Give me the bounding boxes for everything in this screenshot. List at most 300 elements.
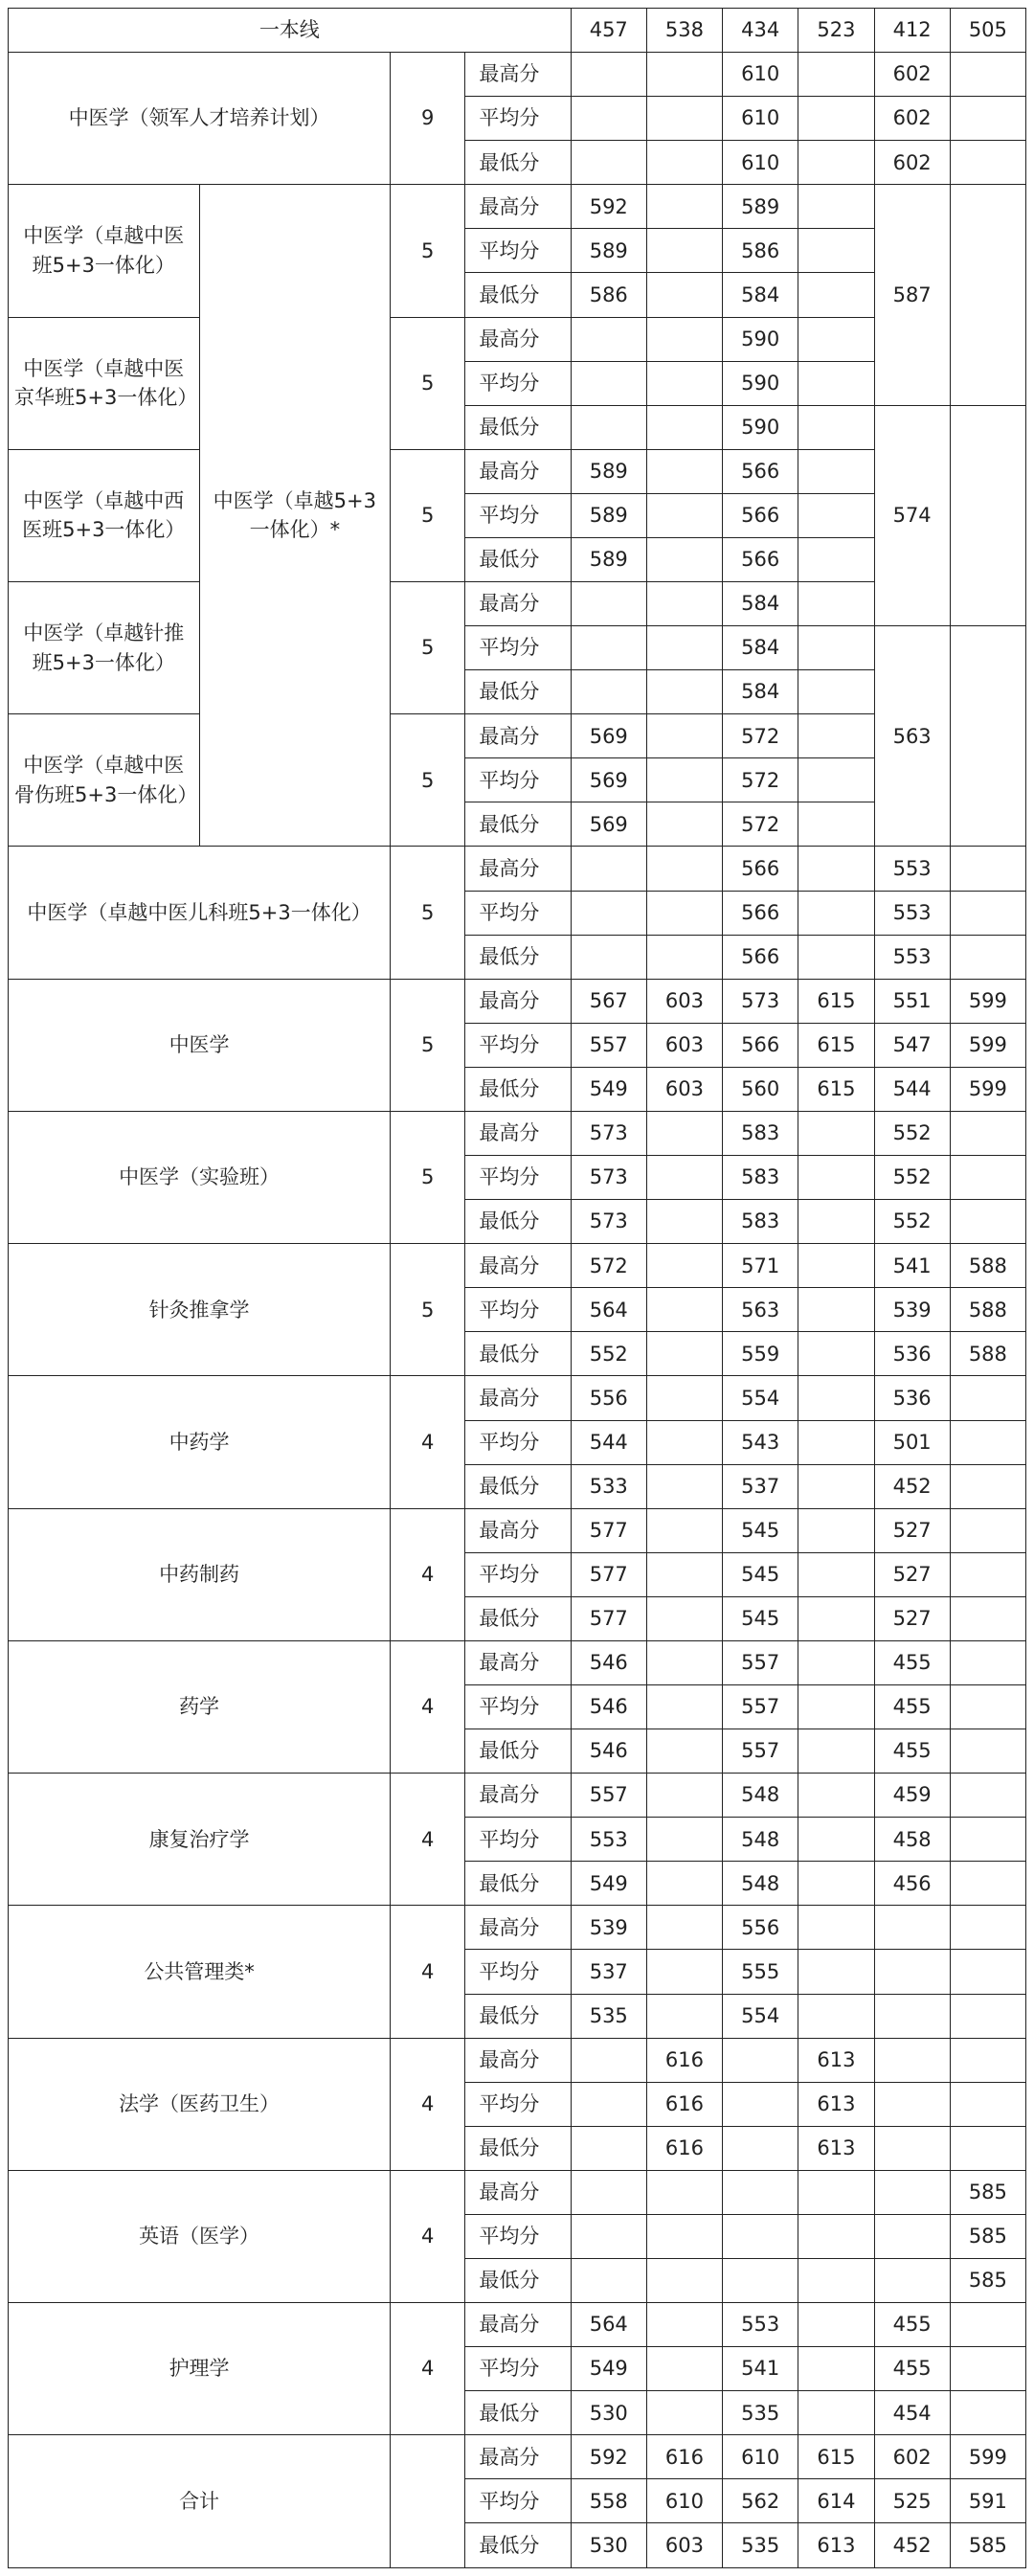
score-cell xyxy=(798,1111,874,1155)
score-cell: 566 xyxy=(723,935,798,979)
score-cell: 589 xyxy=(571,449,646,493)
score-cell xyxy=(571,626,646,670)
score-cell xyxy=(798,1818,874,1862)
score-cell xyxy=(950,53,1025,97)
score-cell xyxy=(798,2170,874,2214)
score-cell: 552 xyxy=(874,1200,950,1244)
score-cell xyxy=(646,361,722,405)
table-row xyxy=(9,1640,1026,1684)
score-cell: 558 xyxy=(571,2479,646,2523)
duration-years: 4 xyxy=(391,1774,465,1906)
major-name: 英语（医学） xyxy=(9,2170,391,2302)
duration-years: 5 xyxy=(391,185,465,317)
score-cell: 610 xyxy=(723,53,798,97)
score-cell xyxy=(798,493,874,537)
score-cell-merged: 574 xyxy=(874,405,950,625)
score-cell xyxy=(646,1774,722,1818)
score-cell xyxy=(798,891,874,935)
score-cell: 584 xyxy=(723,273,798,317)
duration-years: 5 xyxy=(391,317,465,449)
score-cell: 584 xyxy=(723,670,798,714)
score-cell: 610 xyxy=(646,2479,722,2523)
score-cell: 553 xyxy=(723,2303,798,2347)
score-cell xyxy=(950,1862,1025,1906)
score-cell: 610 xyxy=(723,141,798,185)
score-cell: 537 xyxy=(723,1464,798,1508)
score-cell: 455 xyxy=(874,2303,950,2347)
score-cell xyxy=(950,1684,1025,1729)
score-cell xyxy=(874,1950,950,1994)
stat-label: 最低分 xyxy=(465,1862,571,1906)
stat-label: 最高分 xyxy=(465,1111,571,1155)
score-cell xyxy=(646,1508,722,1552)
score-cell: 586 xyxy=(723,229,798,273)
score-cell: 545 xyxy=(723,1508,798,1552)
score-cell: 557 xyxy=(571,1774,646,1818)
score-cell: 569 xyxy=(571,758,646,802)
major-name: 中医学（实验班） xyxy=(9,1111,391,1243)
stat-label: 最低分 xyxy=(465,935,571,979)
stat-label: 最高分 xyxy=(465,2303,571,2347)
stat-label: 最高分 xyxy=(465,449,571,493)
table-row xyxy=(9,1111,1026,1155)
sub-major-name: 中医学（卓越中医班5+3一体化） xyxy=(9,185,200,317)
score-cell xyxy=(798,2214,874,2258)
score-cell: 455 xyxy=(874,1640,950,1684)
score-cell xyxy=(950,2303,1025,2347)
score-cell xyxy=(798,1906,874,1950)
score-cell xyxy=(798,1288,874,1332)
score-cell xyxy=(646,537,722,581)
score-cell: 603 xyxy=(646,1067,722,1111)
score-cell: 615 xyxy=(798,1023,874,1067)
score-cell: 527 xyxy=(874,1552,950,1596)
score-cell xyxy=(798,1862,874,1906)
score-cell: 588 xyxy=(950,1332,1025,1376)
score-cell xyxy=(646,1244,722,1288)
score-cell: 545 xyxy=(723,1552,798,1596)
score-cell: 543 xyxy=(723,1420,798,1464)
score-cell: 548 xyxy=(723,1774,798,1818)
score-cell xyxy=(798,1684,874,1729)
sub-major-name: 中医学（卓越中医京华班5+3一体化） xyxy=(9,317,200,449)
score-cell: 566 xyxy=(723,1023,798,1067)
score-cell: 602 xyxy=(874,53,950,97)
table-row xyxy=(9,1508,1026,1552)
stat-label: 最低分 xyxy=(465,537,571,581)
header-value: 434 xyxy=(723,9,798,53)
score-cell xyxy=(646,273,722,317)
score-cell xyxy=(571,97,646,141)
stat-label: 最低分 xyxy=(465,405,571,449)
score-cell: 546 xyxy=(571,1640,646,1684)
duration-years: 5 xyxy=(391,847,465,979)
score-cell: 589 xyxy=(571,229,646,273)
score-cell xyxy=(646,1906,722,1950)
score-cell: 454 xyxy=(874,2391,950,2435)
score-cell xyxy=(874,2170,950,2214)
score-cell: 546 xyxy=(571,1729,646,1774)
duration-years: 5 xyxy=(391,979,465,1111)
table-row xyxy=(9,2170,1026,2214)
score-cell: 459 xyxy=(874,1774,950,1818)
score-cell xyxy=(646,2170,722,2214)
score-cell: 559 xyxy=(723,1332,798,1376)
score-cell: 614 xyxy=(798,2479,874,2523)
score-cell xyxy=(798,229,874,273)
score-cell: 613 xyxy=(798,2038,874,2082)
score-cell xyxy=(646,758,722,802)
score-cell: 592 xyxy=(571,2435,646,2479)
score-cell: 554 xyxy=(723,1994,798,2038)
score-cell xyxy=(646,1729,722,1774)
score-cell: 613 xyxy=(798,2082,874,2126)
table-row xyxy=(9,1774,1026,1818)
score-cell: 455 xyxy=(874,1729,950,1774)
stat-label: 最高分 xyxy=(465,2435,571,2479)
score-cell: 539 xyxy=(571,1906,646,1950)
major-name: 中药学 xyxy=(9,1376,391,1508)
table-row xyxy=(9,2435,1026,2479)
score-cell: 615 xyxy=(798,1067,874,1111)
score-cell: 567 xyxy=(571,979,646,1023)
score-cell xyxy=(798,1552,874,1596)
score-cell: 566 xyxy=(723,537,798,581)
score-cell xyxy=(723,2214,798,2258)
score-cell xyxy=(874,2126,950,2170)
header-value: 457 xyxy=(571,9,646,53)
score-cell: 452 xyxy=(874,1464,950,1508)
score-cell xyxy=(646,405,722,449)
score-cell: 603 xyxy=(646,979,722,1023)
score-cell xyxy=(646,802,722,847)
stat-label: 最低分 xyxy=(465,670,571,714)
score-cell xyxy=(950,2038,1025,2082)
score-cell xyxy=(646,1420,722,1464)
stat-label: 平均分 xyxy=(465,97,571,141)
major-name: 中医学（卓越中医儿科班5+3一体化） xyxy=(9,847,391,979)
score-cell xyxy=(646,891,722,935)
score-cell xyxy=(646,1862,722,1906)
major-name: 护理学 xyxy=(9,2303,391,2435)
score-cell xyxy=(950,1994,1025,2038)
score-cell: 589 xyxy=(723,185,798,229)
major-name: 法学（医药卫生） xyxy=(9,2038,391,2170)
score-cell xyxy=(950,141,1025,185)
score-cell: 577 xyxy=(571,1596,646,1640)
score-cell: 533 xyxy=(571,1464,646,1508)
score-cell xyxy=(646,670,722,714)
score-cell: 590 xyxy=(723,317,798,361)
score-cell: 571 xyxy=(723,1244,798,1288)
score-cell xyxy=(798,2347,874,2391)
duration-years xyxy=(391,2435,465,2568)
stat-label: 平均分 xyxy=(465,1684,571,1729)
stat-label: 最低分 xyxy=(465,1729,571,1774)
stat-label: 最高分 xyxy=(465,185,571,229)
duration-years: 5 xyxy=(391,449,465,581)
score-cell: 501 xyxy=(874,1420,950,1464)
table-row xyxy=(9,1376,1026,1420)
score-cell xyxy=(798,53,874,97)
score-cell xyxy=(798,758,874,802)
score-cell: 569 xyxy=(571,802,646,847)
score-cell: 573 xyxy=(571,1111,646,1155)
score-cell: 535 xyxy=(723,2391,798,2435)
score-cell xyxy=(571,361,646,405)
score-cell: 613 xyxy=(798,2523,874,2568)
score-cell: 560 xyxy=(723,1067,798,1111)
stat-label: 最低分 xyxy=(465,2391,571,2435)
major-name: 中药制药 xyxy=(9,1508,391,1640)
score-cell: 548 xyxy=(723,1862,798,1906)
score-cell xyxy=(646,2391,722,2435)
score-cell xyxy=(646,1818,722,1862)
score-cell xyxy=(646,626,722,670)
score-cell: 566 xyxy=(723,449,798,493)
score-cell xyxy=(571,53,646,97)
score-cell xyxy=(950,891,1025,935)
score-cell xyxy=(798,935,874,979)
score-cell xyxy=(798,1376,874,1420)
table-row xyxy=(9,53,1026,97)
score-cell: 590 xyxy=(723,361,798,405)
stat-label: 最高分 xyxy=(465,317,571,361)
score-cell: 569 xyxy=(571,714,646,758)
score-cell xyxy=(798,361,874,405)
score-cell: 584 xyxy=(723,582,798,626)
score-cell: 536 xyxy=(874,1332,950,1376)
score-cell: 613 xyxy=(798,2126,874,2170)
score-cell xyxy=(646,2347,722,2391)
table-row xyxy=(9,1906,1026,1950)
score-cell xyxy=(798,1640,874,1684)
stat-label: 平均分 xyxy=(465,891,571,935)
duration-years: 5 xyxy=(391,582,465,714)
score-cell xyxy=(723,2038,798,2082)
header-value: 412 xyxy=(874,9,950,53)
score-cell: 554 xyxy=(723,1376,798,1420)
major-name: 针灸推拿学 xyxy=(9,1244,391,1376)
score-cell: 603 xyxy=(646,1023,722,1067)
score-cell xyxy=(646,1950,722,1994)
score-cell xyxy=(950,1508,1025,1552)
score-cell: 527 xyxy=(874,1508,950,1552)
stat-label: 最低分 xyxy=(465,141,571,185)
score-cell xyxy=(571,891,646,935)
stat-label: 平均分 xyxy=(465,1420,571,1464)
score-cell xyxy=(950,1156,1025,1200)
stat-label: 最低分 xyxy=(465,273,571,317)
table-row xyxy=(9,2038,1026,2082)
score-cell: 585 xyxy=(950,2258,1025,2302)
score-cell: 589 xyxy=(571,537,646,581)
duration-years: 4 xyxy=(391,1508,465,1640)
score-cell xyxy=(798,1950,874,1994)
stat-label: 最低分 xyxy=(465,1067,571,1111)
score-cell: 553 xyxy=(874,891,950,935)
score-cell: 602 xyxy=(874,97,950,141)
score-cell: 530 xyxy=(571,2523,646,2568)
score-cell xyxy=(723,2126,798,2170)
score-cell xyxy=(798,626,874,670)
stat-label: 最高分 xyxy=(465,53,571,97)
score-cell: 615 xyxy=(798,2435,874,2479)
header-row xyxy=(9,9,1026,53)
score-cell xyxy=(798,1729,874,1774)
score-cell: 549 xyxy=(571,1067,646,1111)
score-cell: 527 xyxy=(874,1596,950,1640)
score-cell: 553 xyxy=(874,847,950,891)
stat-label: 平均分 xyxy=(465,626,571,670)
score-cell: 548 xyxy=(723,1818,798,1862)
major-name: 康复治疗学 xyxy=(9,1774,391,1906)
stat-label: 平均分 xyxy=(465,1818,571,1862)
score-cell: 541 xyxy=(723,2347,798,2391)
score-cell: 566 xyxy=(723,891,798,935)
score-cell xyxy=(950,1950,1025,1994)
score-cell xyxy=(798,2258,874,2302)
duration-years: 4 xyxy=(391,1640,465,1773)
score-cell xyxy=(798,802,874,847)
duration-years: 4 xyxy=(391,1906,465,2038)
duration-years: 5 xyxy=(391,714,465,847)
score-cell: 583 xyxy=(723,1156,798,1200)
score-cell xyxy=(798,449,874,493)
score-cell: 455 xyxy=(874,1684,950,1729)
score-cell: 455 xyxy=(874,2347,950,2391)
stat-label: 最低分 xyxy=(465,802,571,847)
duration-years: 5 xyxy=(391,1244,465,1376)
score-cell xyxy=(798,1994,874,2038)
stat-label: 平均分 xyxy=(465,1552,571,1596)
score-cell xyxy=(646,1376,722,1420)
score-cell xyxy=(950,2126,1025,2170)
stat-label: 平均分 xyxy=(465,1288,571,1332)
stat-label: 平均分 xyxy=(465,1950,571,1994)
score-cell-merged: 563 xyxy=(874,626,950,847)
score-cell xyxy=(646,1200,722,1244)
table-row xyxy=(9,979,1026,1023)
score-cell: 583 xyxy=(723,1200,798,1244)
score-cell xyxy=(571,317,646,361)
score-cell xyxy=(646,97,722,141)
score-cell: 539 xyxy=(874,1288,950,1332)
score-cell: 562 xyxy=(723,2479,798,2523)
major-name: 合计 xyxy=(9,2435,391,2568)
score-cell xyxy=(646,1332,722,1376)
stat-label: 最低分 xyxy=(465,2126,571,2170)
header-label: 一本线 xyxy=(9,9,572,53)
score-cell: 610 xyxy=(723,2435,798,2479)
score-cell xyxy=(798,97,874,141)
score-cell xyxy=(798,1508,874,1552)
table-row xyxy=(9,714,1026,758)
score-cell xyxy=(798,1464,874,1508)
score-cell xyxy=(950,2082,1025,2126)
stat-label: 平均分 xyxy=(465,2214,571,2258)
header-value: 538 xyxy=(646,9,722,53)
score-cell: 555 xyxy=(723,1950,798,1994)
stat-label: 最高分 xyxy=(465,1244,571,1288)
score-cell xyxy=(874,2214,950,2258)
score-cell: 563 xyxy=(723,1288,798,1332)
score-cell: 573 xyxy=(723,979,798,1023)
score-cell xyxy=(798,2391,874,2435)
score-cell xyxy=(874,1994,950,2038)
score-cell: 592 xyxy=(571,185,646,229)
score-cell xyxy=(646,2303,722,2347)
stat-label: 最低分 xyxy=(465,1596,571,1640)
score-cell xyxy=(950,1818,1025,1862)
score-cell: 602 xyxy=(874,2435,950,2479)
score-cell: 552 xyxy=(874,1156,950,1200)
score-cell xyxy=(646,317,722,361)
score-cell: 589 xyxy=(571,493,646,537)
score-cell: 557 xyxy=(571,1023,646,1067)
score-cell: 588 xyxy=(950,1288,1025,1332)
score-cell xyxy=(646,185,722,229)
score-cell xyxy=(798,141,874,185)
score-cell: 525 xyxy=(874,2479,950,2523)
sub-major-name: 中医学（卓越针推班5+3一体化） xyxy=(9,582,200,714)
score-cell xyxy=(798,2303,874,2347)
score-cell: 577 xyxy=(571,1508,646,1552)
score-cell: 544 xyxy=(571,1420,646,1464)
score-cell xyxy=(950,1596,1025,1640)
table-row xyxy=(9,317,1026,361)
score-cell xyxy=(723,2258,798,2302)
score-cell xyxy=(723,2082,798,2126)
score-cell xyxy=(571,2126,646,2170)
score-cell: 591 xyxy=(950,2479,1025,2523)
score-cell: 566 xyxy=(723,493,798,537)
score-cell-merged: 587 xyxy=(874,185,950,405)
table-row xyxy=(9,582,1026,626)
score-cell: 530 xyxy=(571,2391,646,2435)
score-cell: 599 xyxy=(950,979,1025,1023)
score-cell xyxy=(950,1200,1025,1244)
score-cell: 572 xyxy=(723,714,798,758)
stat-label: 最高分 xyxy=(465,714,571,758)
score-cell: 616 xyxy=(646,2082,722,2126)
score-cell xyxy=(798,273,874,317)
sub-major-name: 中医学（卓越中西医班5+3一体化） xyxy=(9,449,200,581)
score-cell: 545 xyxy=(723,1596,798,1640)
score-cell xyxy=(646,1111,722,1155)
score-cell: 584 xyxy=(723,626,798,670)
score-cell: 616 xyxy=(646,2038,722,2082)
stat-label: 最高分 xyxy=(465,847,571,891)
score-cell: 572 xyxy=(723,802,798,847)
score-cell: 549 xyxy=(571,1862,646,1906)
stat-label: 最高分 xyxy=(465,1640,571,1684)
score-cell: 547 xyxy=(874,1023,950,1067)
score-cell xyxy=(646,1640,722,1684)
score-cell-merged xyxy=(950,405,1025,625)
score-cell: 577 xyxy=(571,1552,646,1596)
score-cell xyxy=(798,317,874,361)
score-cell xyxy=(950,97,1025,141)
score-cell xyxy=(646,714,722,758)
score-cell xyxy=(798,1332,874,1376)
header-value: 523 xyxy=(798,9,874,53)
score-cell: 590 xyxy=(723,405,798,449)
score-cell xyxy=(646,2258,722,2302)
stat-label: 平均分 xyxy=(465,2347,571,2391)
score-cell xyxy=(571,2038,646,2082)
score-cell: 610 xyxy=(723,97,798,141)
